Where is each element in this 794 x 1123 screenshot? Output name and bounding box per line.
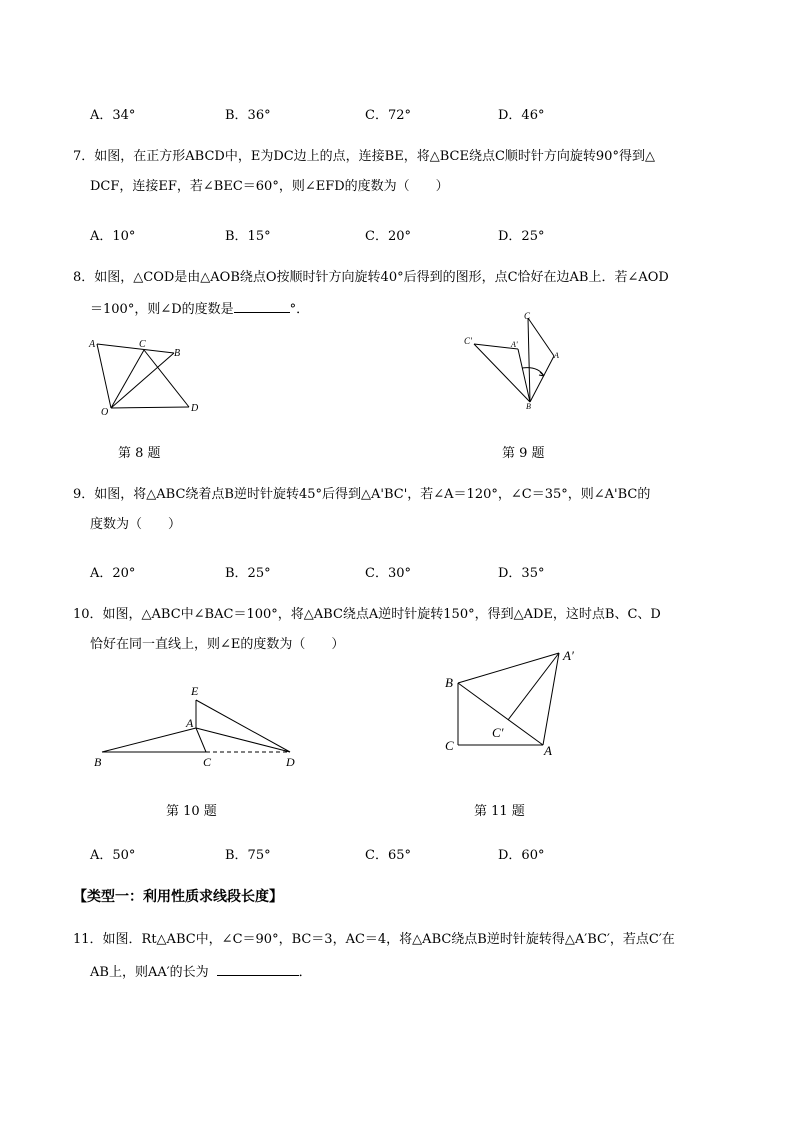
figure-8 — [85, 335, 215, 420]
figure-9 — [460, 308, 570, 413]
fig10-label-e: E — [191, 684, 199, 698]
q6-option-b: B．36° — [225, 108, 271, 123]
q9-option-b: B．25° — [225, 566, 271, 581]
q7-option-a: A．10° — [90, 229, 136, 244]
fig8-label-c: C — [139, 339, 146, 350]
fig11-label-c: C — [445, 738, 454, 753]
figure-11 — [440, 645, 590, 760]
q10-option-c: C．65° — [365, 848, 411, 863]
fig9-label-a: A — [554, 351, 559, 360]
q10-option-b: B．75° — [225, 848, 271, 863]
fig9-label-c: C — [524, 311, 531, 321]
q8-text-line2-suffix: °． — [289, 302, 310, 317]
q11-text-line2 — [90, 961, 312, 983]
fig11-caption: 第 11 题 — [474, 804, 525, 819]
fig11-label-a: A — [544, 743, 552, 758]
q10-text-line1: 10．如图，△ABC中∠BAC＝100°，将△ABC绕点A逆时针旋转150°，得到△ADE，这时点B、C、D — [73, 607, 661, 622]
section-heading: 【类型一：利用性质求线段长度】 — [73, 889, 283, 905]
fig10-label-b: B — [94, 755, 102, 769]
q8-text-line1: 8．如图，△COD是由△AOB绕点O按顺时针方向旋转40°后得到的图形，点C恰好在边AB上．若∠AOD — [73, 270, 669, 285]
q9-text-line2: 度数为（ ） — [90, 517, 182, 532]
fig10-label-a: A — [186, 716, 194, 730]
q10-option-d: D．60° — [498, 848, 545, 863]
q11-text-line2-prefix: AB上，则AA′的长为 — [90, 965, 209, 980]
q6-option-d: D．46° — [498, 108, 545, 123]
fig11-label-c-prime: C′ — [492, 725, 504, 740]
q7-option-b: B．15° — [225, 229, 271, 244]
fig8-caption: 第 8 题 — [118, 446, 161, 461]
fig8-label-d: D — [191, 403, 199, 414]
fig9-caption: 第 9 题 — [502, 446, 545, 461]
fig9-label-a-prime: A' — [511, 340, 518, 349]
fig10-caption: 第 10 题 — [166, 804, 217, 819]
q9-option-d: D．35° — [498, 566, 545, 581]
fig10-label-d: D — [286, 755, 295, 769]
fig8-label-o: O — [101, 407, 109, 418]
q7-option-c: C．20° — [365, 229, 411, 244]
q9-text-line1: 9．如图，将△ABC绕着点B逆时针旋转45°后得到△A'BC'，若∠A＝120°，∠C＝35°，则∠A'BC的 — [73, 487, 651, 502]
q10-option-a: A．50° — [90, 848, 136, 863]
fig8-label-a: A — [89, 339, 96, 350]
q11-answer-blank[interactable] — [217, 961, 299, 976]
fig9-label-b: B — [526, 402, 531, 411]
q6-option-c: C．72° — [365, 108, 411, 123]
q11-text-line1: 11．如图．Rt△ABC中，∠C＝90°，BC＝3，AC＝4，将△ABC绕点B逆时针旋转得△A′BC′，若点C′在 — [73, 932, 675, 947]
q11-text-line2-suffix: ． — [298, 965, 312, 980]
q9-option-c: C．30° — [365, 566, 411, 581]
q6-option-a: A．34° — [90, 108, 136, 123]
fig11-label-b: B — [445, 675, 453, 690]
q9-option-a: A．20° — [90, 566, 136, 581]
fig8-label-b: B — [174, 348, 181, 359]
q8-text-line2 — [90, 298, 309, 320]
fig10-label-c: C — [203, 755, 212, 769]
figure-10 — [88, 680, 313, 770]
q7-text-line1: 7．如图，在正方形ABCD中，E为DC边上的点，连接BE，将△BCE绕点C顺时针方向旋转90°得到△ — [73, 149, 655, 164]
q7-text-line2: DCF，连接EF，若∠BEC＝60°，则∠EFD的度数为（ ） — [90, 179, 449, 194]
q7-option-d: D．25° — [498, 229, 545, 244]
q8-answer-blank[interactable] — [234, 298, 290, 313]
q8-text-line2-prefix: ＝100°，则∠D的度数是 — [90, 302, 234, 317]
fig11-label-a-prime: A′ — [563, 648, 574, 663]
fig9-label-c-prime: C' — [464, 336, 472, 346]
q10-text-line2: 恰好在同一直线上，则∠E的度数为（ ） — [90, 637, 345, 652]
